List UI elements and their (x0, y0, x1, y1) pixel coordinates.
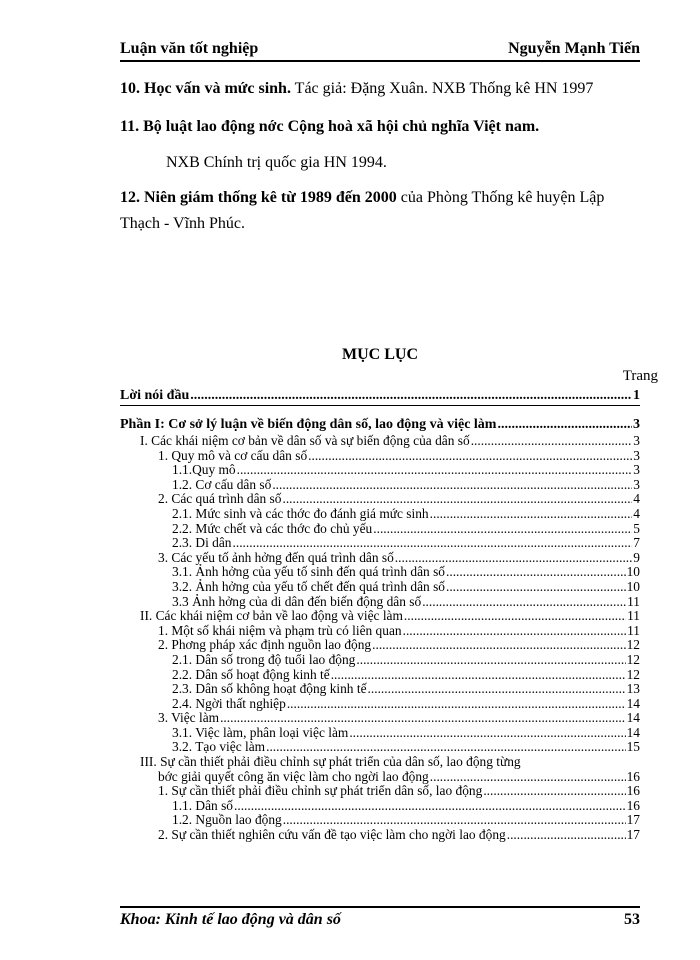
toc-entry-page: 14 (626, 724, 640, 740)
toc-dot-leader (331, 668, 626, 683)
toc-dot-leader (368, 682, 626, 697)
toc-entry-title: 1. Sự cần thiết phải điều chỉnh sự phát triển dân số, lao động (158, 783, 483, 799)
toc-entry-page: 11 (627, 593, 640, 609)
reference-11 (120, 114, 640, 140)
toc-dot-leader (308, 449, 632, 464)
reference-detail: Tác giả: Đặng Xuân. NXB Thống kê HN 1997 (290, 80, 594, 97)
toc-entry[interactable] (120, 682, 640, 697)
toc-entry-page: 10 (626, 564, 640, 580)
toc-entry-title: 1.2. Cơ cấu dân số (172, 476, 272, 492)
toc-entry-page: 3 (633, 462, 640, 478)
toc-page-column-label: Trang (622, 368, 658, 384)
toc-entry-page: 13 (626, 681, 640, 697)
toc-dot-leader (373, 522, 632, 537)
toc-entry[interactable] (120, 522, 640, 537)
reference-title: 12. Niên giám thống kê từ 1989 đến 2000 (120, 189, 397, 206)
toc-dot-leader (287, 697, 626, 712)
toc-entry-title: 2.3. Dân số không hoạt động kinh tế (172, 681, 367, 697)
toc-dot-leader (446, 565, 626, 580)
toc-dot-leader (190, 387, 632, 405)
toc-entry-title: 2.1. Mức sinh và các thớc đo đánh giá mức sinh (172, 505, 429, 521)
toc-entry[interactable] (120, 624, 640, 639)
toc-entry-title: 2. Phơng pháp xác định nguồn lao động (158, 637, 372, 653)
toc-dot-leader (507, 828, 626, 843)
toc-entry-page: 10 (626, 578, 640, 594)
toc-entry-title: 3.3 Ảnh hởng của di dân đến biến động dân số (172, 593, 422, 609)
toc-entry-title: 1.2. Nguồn lao động (172, 812, 282, 828)
toc-entry-page: 16 (626, 783, 640, 799)
toc-entry-title: Phần I: Cơ sở lý luận về biến động dân số, lao động và việc làm (120, 417, 497, 432)
toc-entry-page: 9 (633, 549, 640, 565)
toc-entry-title: 2.3. Di dân (172, 535, 232, 551)
toc-entry-title: 2. Các quá trình dân số (158, 491, 282, 507)
toc-entry[interactable] (120, 653, 640, 668)
toc-dot-leader (266, 740, 626, 755)
toc-entry[interactable] (120, 813, 640, 828)
toc-entry-page: 1 (633, 388, 640, 403)
toc-entry[interactable] (120, 668, 640, 683)
toc-dot-leader (471, 434, 633, 449)
toc-dot-leader (283, 813, 626, 828)
toc-entry-title: 2.2. Mức chết và các thớc đo chủ yếu (172, 520, 373, 536)
toc-dot-leader (233, 536, 633, 551)
toc-entry-page: 5 (633, 520, 640, 536)
toc-entry-page: 16 (626, 797, 640, 813)
toc-entry[interactable] (120, 580, 640, 595)
toc-dot-leader (422, 595, 626, 610)
toc-entry[interactable] (120, 638, 640, 653)
toc-entry-page: 4 (633, 505, 640, 521)
toc-dot-leader (430, 770, 626, 785)
toc-entry[interactable] (120, 434, 640, 449)
toc-entry-page: 4 (633, 491, 640, 507)
toc-entry-title: 3.1. Ảnh hởng của yếu tố sinh đến quá trình dân số (172, 564, 445, 580)
toc-entry-title: 3. Các yếu tố ảnh hởng đến quá trình dân số (158, 549, 394, 565)
toc-entry[interactable] (120, 507, 640, 522)
page-header (120, 38, 640, 62)
toc-dot-leader (395, 551, 633, 566)
toc-entry-page: 3 (633, 417, 640, 432)
toc-entry[interactable] (120, 609, 640, 624)
toc-entry[interactable] (120, 755, 640, 770)
toc-entry-title: 3.2. Ảnh hởng của yếu tố chết đến quá trình dân số (172, 578, 445, 594)
toc-entry-title: 2.4. Ngời thất nghiệp (172, 695, 286, 711)
toc-dot-leader (483, 784, 625, 799)
toc-entry[interactable] (120, 711, 640, 726)
toc-dot-leader (282, 492, 632, 507)
toc-dot-leader (403, 624, 627, 639)
toc-entry-page: 17 (626, 812, 640, 828)
toc-gap (120, 406, 640, 416)
toc-entry-title: 1. Một số khái niệm và phạm trù có liên quan (158, 622, 402, 638)
reference-detail: của Phòng Thống kê huyện Lập Thạch - Vĩnh Phúc. (120, 189, 605, 232)
reference-title: 10. Học vấn và mức sinh. (120, 80, 291, 97)
reference-10 (120, 76, 640, 102)
toc-entry-page: 16 (626, 768, 640, 784)
toc-dot-leader (237, 463, 633, 478)
toc-entry-title: 3.1. Việc làm, phân loại việc làm (172, 724, 349, 740)
toc-entry[interactable] (120, 536, 640, 551)
reference-11-publisher (166, 150, 640, 176)
toc-entry-title: 1.1.Quy mô (172, 462, 236, 478)
toc-entry-title: II. Các khái niệm cơ bản về lao động và việc làm (140, 608, 403, 624)
toc-entry-page: 14 (626, 695, 640, 711)
toc-dot-leader (497, 416, 632, 434)
toc-entry-title: 1.1. Dân số (172, 797, 233, 813)
toc-entry[interactable] (120, 463, 640, 478)
toc-dot-leader (234, 799, 626, 814)
header-thesis-title: Luận văn tốt nghiệp (120, 40, 259, 57)
footer-faculty: Khoa: Kinh tế lao động và dân số (120, 911, 341, 928)
toc-entry-page: 11 (627, 622, 640, 638)
toc-entry-title: 2.1. Dân số trong độ tuổi lao động (172, 651, 356, 667)
toc-dot-leader (404, 609, 626, 624)
footer-page-number: 53 (624, 911, 640, 928)
toc-entry-title: Lời nói đầu (120, 388, 190, 403)
toc-dot-leader (430, 507, 633, 522)
toc-entry-page: 12 (626, 651, 640, 667)
toc-entry[interactable] (120, 387, 640, 406)
toc-entry-title: bớc giải quyết công ăn việc làm cho ngời lao động (158, 768, 429, 784)
toc-dot-leader (356, 653, 625, 668)
toc-dot-leader (446, 580, 626, 595)
reference-detail: NXB Chính trị quốc gia HN 1994. (166, 154, 387, 171)
toc-entry-title: 2.2. Dân số hoạt động kinh tế (172, 666, 330, 682)
toc-entry-title: 3. Việc làm (158, 710, 220, 726)
toc-entry[interactable] (120, 565, 640, 580)
toc-entry[interactable] (120, 416, 640, 434)
toc-entry[interactable] (120, 770, 640, 785)
toc-entry-page: 12 (626, 637, 640, 653)
toc-entry[interactable] (120, 828, 640, 843)
toc-entry-title: 2. Sự cần thiết nghiên cứu vấn đề tạo việc làm cho ngời lao động (158, 827, 506, 843)
toc-dot-leader (372, 638, 625, 653)
toc-entry-page: 12 (626, 666, 640, 682)
toc-entry[interactable] (120, 697, 640, 712)
toc-entry-page: 7 (633, 535, 640, 551)
toc-entry-title: III. Sự cần thiết phải điều chỉnh sự phát triển của dân số, lao động từng (140, 754, 521, 770)
toc-entry-title: 3.2. Tạo việc làm (172, 739, 266, 755)
header-author: Nguyễn Mạnh Tiến (508, 40, 640, 57)
toc-dot-leader (349, 726, 625, 741)
toc-dot-leader (220, 711, 626, 726)
toc-entry-page: 15 (626, 739, 640, 755)
reference-title: 11. Bộ luật lao động nớc Cộng hoà xã hội chủ nghĩa Việt nam. (120, 118, 540, 135)
toc-entry[interactable] (120, 784, 640, 799)
toc-entry-page: 3 (633, 447, 640, 463)
toc-entry[interactable] (120, 799, 640, 814)
toc-entry[interactable] (120, 551, 640, 566)
toc-entry-title: 1. Quy mô và cơ cấu dân số (158, 447, 308, 463)
toc-entry-page: 14 (626, 710, 640, 726)
toc-entry[interactable] (120, 595, 640, 610)
toc-entry-page: 11 (627, 608, 640, 624)
toc-entry-page: 3 (633, 433, 640, 448)
toc-entry-page: 3 (633, 476, 640, 492)
toc-entry[interactable] (120, 478, 640, 493)
toc-entry[interactable] (120, 726, 640, 741)
toc-entry-title: I. Các khái niệm cơ bản về dân số và sự biến động của dân số (140, 433, 470, 448)
toc-entry[interactable] (120, 740, 640, 755)
toc-entry-page: 17 (626, 827, 640, 843)
toc-dot-leader (272, 478, 632, 493)
page-footer (120, 906, 640, 932)
table-of-contents (120, 387, 640, 843)
toc-entry[interactable] (120, 492, 640, 507)
reference-12 (120, 185, 640, 237)
toc-title: MỤC LỤC (342, 346, 418, 363)
toc-entry[interactable] (120, 449, 640, 464)
